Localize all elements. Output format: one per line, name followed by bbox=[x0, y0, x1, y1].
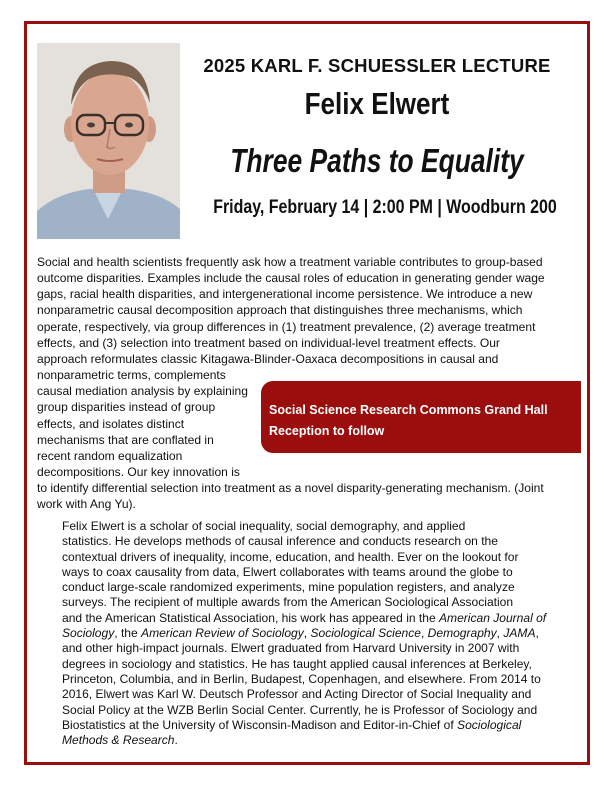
abstract-line: Social and health scientists frequently ask how a treatment variable contributes to group-based bbox=[37, 255, 543, 269]
speaker-portrait-image bbox=[37, 43, 180, 239]
abstract-line: group disparities instead of group bbox=[37, 400, 216, 415]
bio-text: , bbox=[420, 626, 428, 641]
abstract-line: causal mediation analysis by explaining bbox=[37, 384, 248, 399]
lecture-series-title: 2025 KARL F. SCHUESSLER LECTURE bbox=[203, 55, 551, 76]
journal-name: Demography bbox=[427, 626, 497, 641]
bio-paragraph-rest bbox=[62, 611, 554, 749]
abstract-line: operate, respectively, via group differences in (1) treatment prevalence, (2) average treatment bbox=[37, 319, 536, 334]
bio-text: . bbox=[174, 733, 178, 748]
abstract-line: mechanisms that are conflated in bbox=[37, 432, 214, 447]
journal-name: JAMA bbox=[503, 626, 536, 641]
date-time-location: Friday, February 14 | 2:00 PM | Woodburn 200 bbox=[213, 197, 557, 218]
bio-line: ways to coax causality from data, Elwert collaborates with teams around the globe to bbox=[62, 564, 513, 579]
abstract-line: decompositions. Our key innovation is bbox=[37, 465, 240, 480]
venue-reception: Reception to follow bbox=[269, 424, 385, 438]
bio-text: and the American Statistical Association, his work has appeared in the bbox=[62, 610, 440, 625]
bio-line: statistics. He develops methods of causal inference and conducts research on the bbox=[62, 534, 498, 549]
abstract-line: gaps, racial health disparities, and intergenerational income persistence. We introduce a new bbox=[37, 287, 533, 302]
bio-line: surveys. The recipient of multiple awards from the American Sociological Association bbox=[62, 595, 514, 610]
abstract-line: work with Ang Yu). bbox=[37, 497, 136, 512]
abstract-line: outcome disparities. Examples include the causal roles of education in generating gender wage bbox=[37, 271, 545, 286]
abstract-line: nonparametric terms, complements bbox=[37, 368, 226, 383]
talk-title: Three Paths to Equality bbox=[230, 142, 524, 179]
bio-text: , bbox=[303, 626, 311, 641]
journal-name: Sociological Science bbox=[310, 626, 421, 641]
abstract-line: effects, and (3) selection into treatment based on individual-level treatment effects. Our bbox=[37, 335, 500, 350]
bio-text: , bbox=[496, 626, 504, 641]
speaker-name: Felix Elwert bbox=[304, 86, 450, 121]
abstract-line: nonparametric causal decomposition approach that distinguishes three mechanisms, which bbox=[37, 303, 523, 318]
abstract-line: recent random equalization bbox=[37, 448, 183, 463]
journal-name: American Review of Sociology bbox=[141, 626, 304, 641]
abstract-line: to identify differential selection into treatment as a novel disparity-generating mechanism. (Joint bbox=[37, 481, 544, 496]
bio-line: contextual drivers of inequality, income, education, and health. Ever on the lookout for bbox=[62, 549, 519, 564]
speaker-bio bbox=[62, 519, 554, 748]
bio-line: Felix Elwert is a scholar of social inequality, social demography, and applied bbox=[62, 519, 466, 533]
speaker-photo bbox=[37, 43, 180, 239]
venue-box bbox=[261, 381, 581, 453]
journal-name: Sociological Methods & Research bbox=[62, 717, 522, 748]
bio-line: conduct large-scale randomized experiments, mine population registers, and analyze bbox=[62, 580, 515, 595]
bio-text: , the bbox=[114, 626, 142, 641]
abstract-line: approach reformulates classic Kitagawa-Blinder-Oaxaca decompositions in causal and bbox=[37, 351, 499, 366]
venue-location: Social Science Research Commons Grand Hall bbox=[269, 403, 548, 417]
journal-name: American Journal of Sociology bbox=[62, 610, 547, 641]
bio-text: , and other high-impact journals. Elwert graduated from Harvard University in 2007 with degrees in sociology and statistics. He has taught applied causal inferences at Berkeley, Princeton, Columbia, and in Berlin, Budapest, Copenhagen, and elsewhere. From 2014 to 2016, Elwert was Karl W. Deutsch Professor and Acting Director of Social Inequality and Social Policy at the WZB Berlin Social Center. Currently, he is Professor of Sociology and Biostatistics at the University of Wisconsin-Madison and Editor-in-Chief of bbox=[62, 626, 541, 732]
abstract-line: effects, and isolates distinct bbox=[37, 416, 185, 431]
